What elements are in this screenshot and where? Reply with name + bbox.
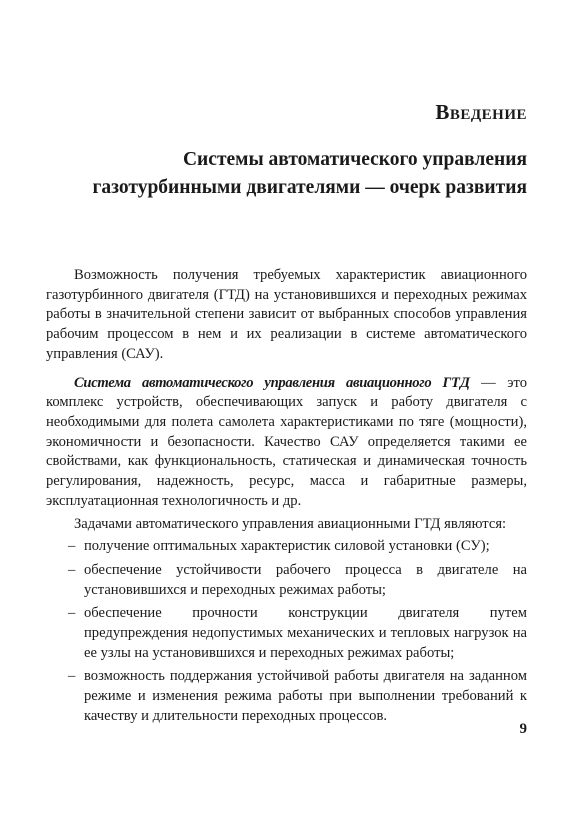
definition-paragraph	[46, 374, 527, 512]
chapter-title: Системы автоматического управления газотурбинными двигателями — очерк развития	[92, 149, 527, 198]
tasks-list	[46, 537, 527, 726]
list-item-text: обеспечение устойчивости рабочего процесса в двигателе на установившихся и переходных режимах работы;	[84, 561, 527, 598]
body-text	[46, 257, 527, 730]
chapter-heading: Введение	[435, 100, 527, 124]
list-dash: –	[68, 561, 76, 578]
definition-text: — это комплекс устройств, обеспечивающих запуск и работу двигателя с необходимыми для полета самолета характеристиками по тяге (мощности), экономичности и безопасности. Качество САУ определяется такими ее свойствами, как функциональность, статическая и динамическая точность регулирования, надежность, ресурс, масса и габаритные размеры, эксплуатационная технологичность и др.	[46, 374, 527, 509]
list-item-text: возможность поддержания устойчивой работы двигателя на заданном режиме и изменения режима работы при выполнении требований к качеству и длительности переходных процессов.	[84, 668, 527, 724]
list-item	[46, 561, 527, 600]
page-number: 9	[519, 721, 527, 737]
definition-term: Система автоматического управления авиационного ГТД	[74, 374, 470, 391]
list-item	[46, 537, 527, 557]
list-dash: –	[68, 605, 76, 622]
list-dash: –	[68, 668, 76, 685]
list-dash: –	[68, 538, 76, 555]
list-item-text: обеспечение прочности конструкции двигателя путем предупреждения недопустимых механических и тепловых нагрузок на ее узлы на установившихся и переходных режимах работы;	[84, 605, 527, 661]
list-item	[46, 667, 527, 726]
tasks-intro: Задачами автоматического управления авиационными ГТД являются:	[74, 516, 507, 533]
list-item-text: получение оптимальных характеристик силовой установки (СУ);	[84, 538, 490, 555]
intro-paragraph: Возможность получения требуемых характеристик авиационного газотурбинного двигателя (ГТД) на установившихся и переходных режимах работы в значительной степени зависит от выбранных способов управления рабочим процессом в нем и их реализации в системе автоматического управления (САУ).	[46, 267, 527, 362]
list-item	[46, 604, 527, 663]
